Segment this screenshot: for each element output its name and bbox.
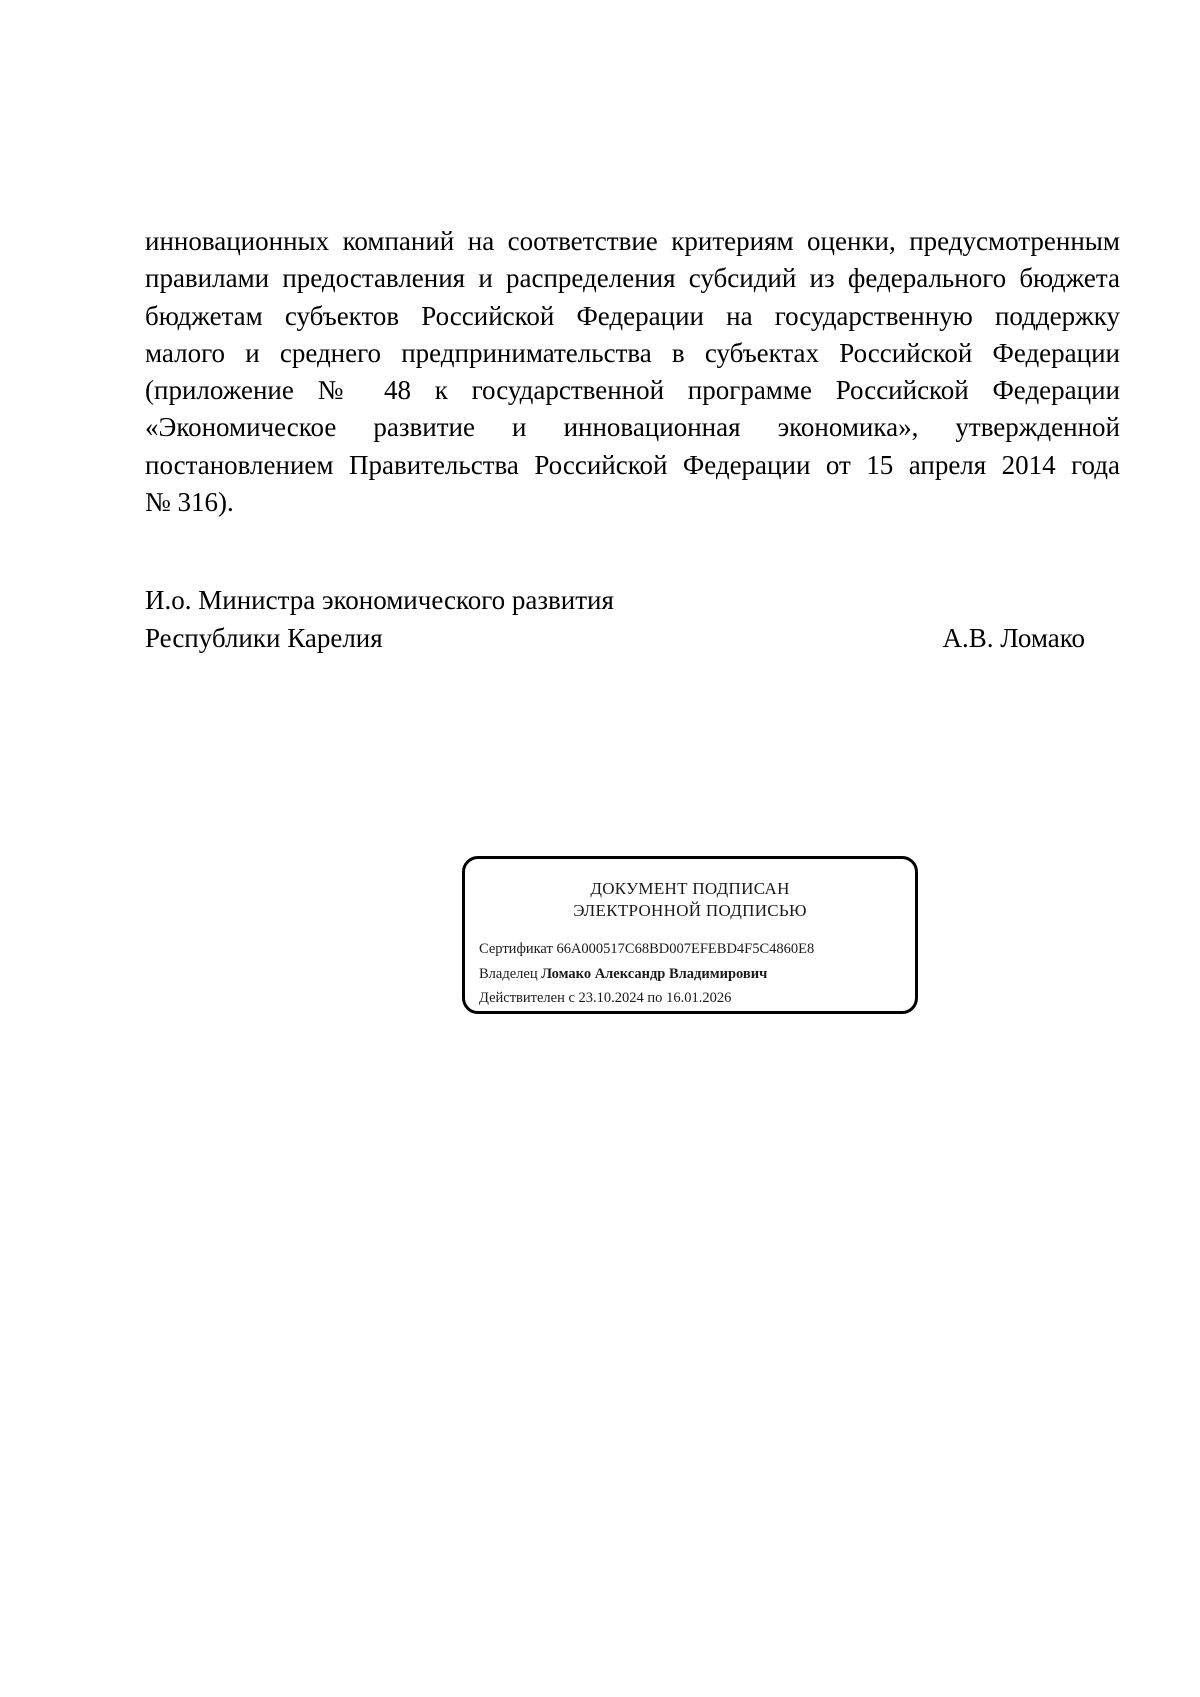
- valid-from-date: 23.10.2024: [578, 990, 644, 1006]
- body-paragraph: [145, 223, 1120, 521]
- signature-row-2: [145, 620, 1085, 658]
- stamp-heading: [465, 878, 915, 922]
- stamp-certificate-row: [479, 937, 814, 962]
- electronic-signature-stamp: [462, 856, 918, 1014]
- stamp-heading-line1: ДОКУМЕНТ ПОДПИСАН: [590, 879, 790, 898]
- paragraph-line: (приложение № 48 к государственной программе Российской Федерации: [145, 375, 1120, 406]
- certificate-value: 66A000517C68BD007EFEBD4F5C4860E8: [556, 941, 815, 957]
- owner-label: Владелец: [479, 965, 538, 982]
- valid-to-label: по: [647, 990, 663, 1006]
- certificate-label: Сертификат: [479, 941, 553, 957]
- valid-to-date: 16.01.2026: [666, 990, 732, 1006]
- stamp-heading-line2: ЭЛЕКТРОННОЙ ПОДПИСЬЮ: [573, 901, 807, 920]
- owner-value: Ломако Александр Владимирович: [541, 965, 768, 982]
- signature-row-1: [145, 582, 1085, 620]
- stamp-validity-row: [479, 986, 814, 1011]
- paragraph-line: малого и среднего предпринимательства в субъектах Российской Федерации: [145, 337, 1120, 368]
- signer-position-line2: Республики Карелия: [145, 622, 383, 653]
- stamp-details: [479, 937, 814, 1011]
- signature-block: [145, 582, 1085, 657]
- valid-from-label: с: [568, 990, 575, 1006]
- stamp-owner-row: [479, 962, 814, 987]
- valid-label: Действителен: [479, 990, 565, 1006]
- paragraph-line: правилами предоставления и распределения субсидий из федерального бюджета: [145, 263, 1120, 294]
- signer-name: А.В. Ломако: [942, 622, 1085, 653]
- signer-position-line1: И.о. Министра экономического развития: [145, 585, 614, 615]
- paragraph-line: инновационных компаний на соответствие критериям оценки, предусмотренным: [145, 226, 1120, 256]
- paragraph-line: бюджетам субъектов Российской Федерации на государственную поддержку: [145, 300, 1120, 331]
- paragraph-line: постановлением Правительства Российской Федерации от 15 апреля 2014 года: [145, 449, 1120, 480]
- paragraph-line: № 316).: [145, 487, 234, 518]
- paragraph-line: «Экономическое развитие и инновационная экономика», утвержденной: [145, 412, 1120, 443]
